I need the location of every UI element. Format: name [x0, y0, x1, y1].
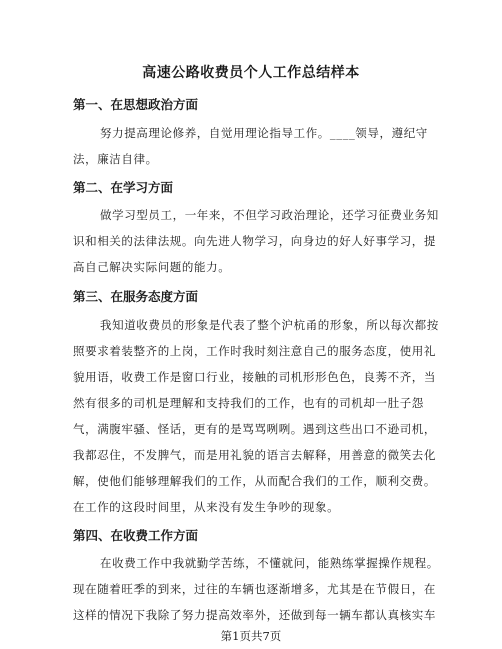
section-2-line-2: 识和相关的法律法规。向先进人物学习，向身边的好人好事学习，提 — [73, 234, 436, 248]
page-number-footer: 第1页共7页 — [220, 629, 282, 643]
section-3-line-3: 貌用语，收费工作是窗口行业，接触的司机形形色色，良莠不齐，当 — [73, 370, 436, 384]
section-3-line-2: 照要求着装整齐的上岗，工作时我时刻注意自己的服务态度，使用礼 — [73, 344, 436, 358]
section-3-line-4: 然有很多的司机是理解和支持我们的工作，也有的司机却一肚子怨 — [73, 396, 424, 410]
section-3-heading: 第三、在服务态度方面 — [73, 289, 199, 304]
section-4-line-2: 现在随着旺季的到来，过往的车辆也逐渐增多，尤其是在节假日，在 — [73, 582, 436, 596]
section-1-line-2: 法，廉洁自律。 — [73, 152, 158, 166]
section-2-line-3: 高自己解决实际问题的能力。 — [73, 260, 231, 274]
section-2-heading: 第二、在学习方面 — [73, 180, 174, 195]
section-3-line-7: 解，使他们能够理解我们的工作，从而配合我们的工作，顺利交费。 — [73, 474, 436, 488]
section-2-line-1: 做学习型员工，一年来，不但学习政治理论，还学习征费业务知 — [100, 208, 439, 222]
section-4-line-3: 这样的情况下我除了努力提高效率外，还做到每一辆车都认真核实车 — [73, 608, 436, 622]
section-4-line-1: 在收费工作中我就勤学苦练，不懂就问，能熟练掌握操作规程。 — [100, 556, 439, 570]
section-3-line-8: 在工作的这段时间里，从来没有发生争吵的现象。 — [73, 500, 340, 514]
section-1-line-1: 努力提高理论修养，自觉用理论指导工作。____领导，遵纪守 — [100, 126, 428, 140]
section-1-heading: 第一、在思想政治方面 — [73, 97, 199, 112]
section-3-line-1: 我知道收费员的形象是代表了整个沪杭甬的形象，所以每次都按 — [100, 318, 439, 332]
document-title: 高速公路收费员个人工作总结样本 — [142, 65, 360, 81]
section-4-heading: 第四、在收费工作方面 — [73, 528, 199, 543]
section-3-line-6: 我都忍住，不发脾气，而是用礼貌的语言去解释，用善意的微笑去化 — [73, 448, 436, 462]
section-3-line-5: 气，满腹牢骚、怪话，更有的是骂骂咧咧。遇到这些出口不逊司机， — [73, 422, 436, 436]
